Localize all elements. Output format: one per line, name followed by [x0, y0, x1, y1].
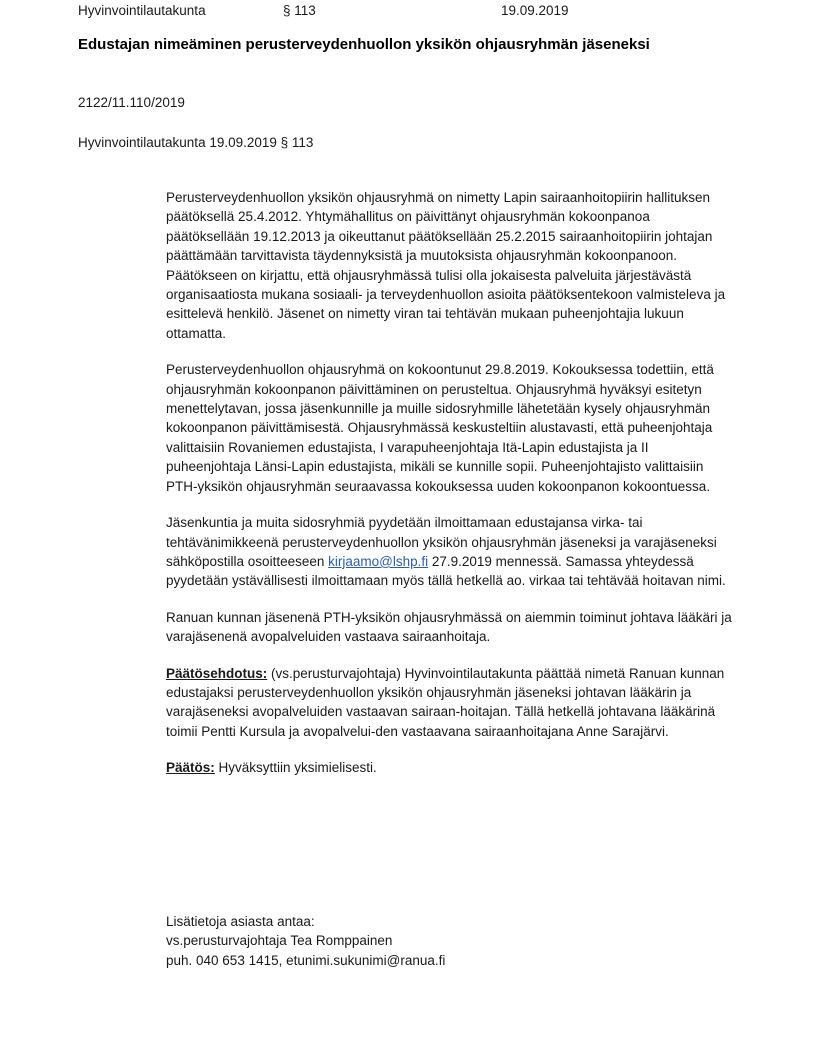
decision-label: Päätös: — [166, 760, 215, 776]
contact-line-intro: Lisätietoja asiasta antaa: — [166, 914, 315, 929]
document-body — [166, 188, 734, 778]
contact-line-phone-email: puh. 040 653 1415, etunimi.sukunimi@ranua.fi — [166, 952, 446, 968]
decision-text: Hyväksyttiin yksimielisesti. — [214, 760, 377, 776]
paragraph-meeting: Perusterveydenhuollon ohjausryhmä on kokoontunut 29.8.2019. Kokouksessa todettiin, että ohjausryhmän kokoonpanon päivittäminen on perusteltua. Ohjausryhmä hyväksyi esitetyn menettelytavan, jossa jäsenkunnille ja muille sidosryhmille lähetetään kysely ohjausryhmän kokoonpanon päivittämisestä. Ohjausryhmässä keskusteltiin alustavasti, että puheenjohtaja valittaisiin Rovaniemen edustajista, I varapuheenjohtaja Itä-Lapin edustajista ja II puheenjohtaja Länsi-Lapin edustajista, mikäli se kunnille sopii. Puheenjohtajisto valittaisiin PTH-yksikön ohjausryhmän seuraavassa kokouksessa uuden kokoonpanon kokoontuessa. — [166, 362, 714, 494]
decision-proposal-text: (vs.perusturvajohtaja) Hyvinvointilautakunta päättää nimetä Ranuan kunnan edustajaksi perusterveydenhuollon yksikön ohjausryhmän jäseneksi johtavan lääkärin ja varajäseneksi avopalveluiden vastaavan sairaan-hoitajan. Tällä hetkellä johtavana lääkärinä toimii Pentti Kursula ja avopalvelui-den vastaavana sairaanhoitajana Anne Sarajärvi. — [166, 665, 725, 739]
paragraph-request — [166, 513, 734, 591]
paragraph-request-text-after: 27.9.2019 mennessä. Samassa yhteydessä pyydetään ystävällisesti ilmoittamaan myös tällä hetkellä ao. virkaa tai tehtävää hoitavan nimi. — [166, 553, 726, 589]
email-link[interactable]: kirjaamo@lshp.fi — [328, 553, 429, 569]
document-reference: 2122/11.110/2019 — [78, 95, 185, 110]
paragraph-decision-proposal — [166, 664, 734, 742]
paragraph-previous-representatives: Ranuan kunnan jäsenenä PTH-yksikön ohjausryhmässä on aiemmin toiminut johtava lääkäri ja varajäsenenä avopalveluiden vastaava sairaanhoitaja. — [166, 609, 732, 645]
paragraph-decision — [166, 758, 734, 777]
decision-proposal-label: Päätösehdotus: — [166, 665, 268, 681]
contact-line-person: vs.perusturvajohtaja Tea Romppainen — [166, 933, 393, 949]
document-subheading: Hyvinvointilautakunta 19.09.2019 § 113 — [78, 135, 314, 150]
header-organ: Hyvinvointilautakunta — [78, 3, 206, 18]
page-title: Edustajan nimeäminen perusterveydenhuollon yksikön ohjausryhmän jäseneksi — [78, 36, 650, 53]
document-header — [78, 2, 756, 20]
paragraph-request-text-before: Jäsenkuntia ja muita sidosryhmiä pyydetään ilmoittamaan edustajansa virka- tai tehtävänimikkeenä perusterveydenhuollon yksikön ohjausryhmän jäseneksi ja varajäseneksi sähköpostilla osoitteeseen — [166, 515, 717, 569]
paragraph-background: Perusterveydenhuollon yksikön ohjausryhmä on nimetty Lapin sairaanhoitopiirin hallituksen päätöksellä 25.4.2012. Yhtymähallitus on päivittänyt ohjausryhmän kokoonpanoa päätöksellään 19.12.2013 ja oikeuttanut päätöksellään 25.2.2015 sairaanhoitopiirin johtajan päättämään tarvittavista täydennyksistä ja muutoksista ohjausryhmän kokoonpanoon. Päätökseen on kirjattu, että ohjausryhmässä tulisi olla jokaisesta palveluita järjestävästä organisaatiosta mukana sosiaali- ja terveydenhuollon asioita päätöksentekoon valmisteleva ja esittelevä henkilö. Jäsenet on nimetty viran tai tehtävän mukaan puheenjohtajia lukuun ottamatta. — [166, 190, 726, 341]
header-section-number: § 113 — [283, 3, 316, 18]
contact-info — [166, 912, 734, 970]
header-date: 19.09.2019 — [501, 3, 569, 18]
